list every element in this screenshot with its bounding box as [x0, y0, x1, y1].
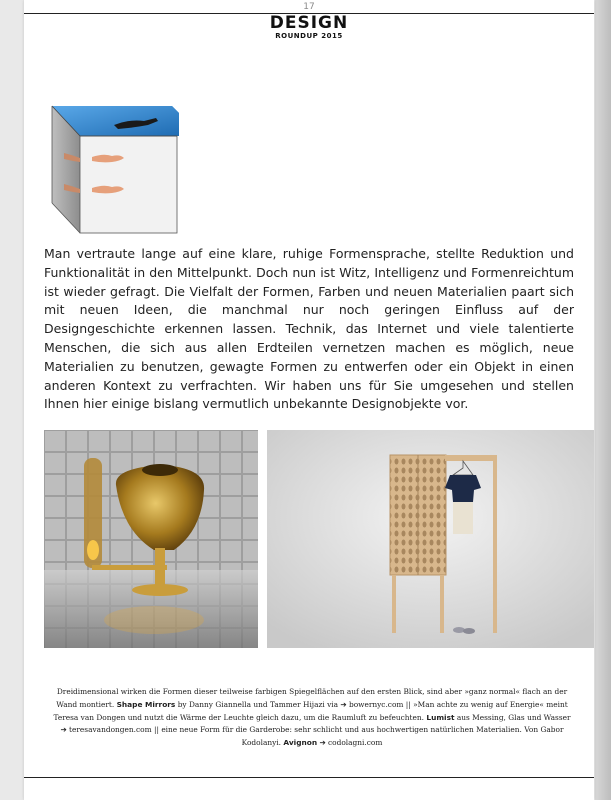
product-name-shape-mirrors: Shape Mirrors — [116, 699, 176, 709]
shape-mirror-cube-image — [44, 101, 179, 236]
section-title: DESIGN — [269, 13, 349, 33]
caption-text-4: aus Messing, Glas und Wasser — [456, 712, 571, 722]
page-number: 17 — [303, 2, 315, 12]
link-teresavandongen[interactable]: ➔ teresavandongen.com — [60, 725, 152, 735]
bottom-rule — [24, 777, 594, 778]
magazine-page — [24, 0, 594, 800]
intro-paragraph: Man vertraute lange auf eine klare, ruhige Formensprache, stellte Reduktion und Funktionalität in den Mittelpunkt. Doch nun ist Witz, Intelligenz und Formenreichtum ist wieder gefragt. Die Vielfalt der Formen, Farben und neuen Materialien paart sich mit neuen Ideen, die manchmal nur noch geringen Einfluss auf der Designgeschichte erkennen lassen. Technik, das Internet und viele talentierte Menschen, die sich aus allen Erdteilen vernetzen machen es möglich, neue Materialien zu benutzen, gewagte Formen zu entwerfen oder ein Objekt in einen anderen Kontext zu verfrachten. Wir haben uns für Sie umgesehen und stellen Ihnen hier einige bislang vermutlich unbekannte Designobjekte vor. — [44, 246, 574, 412]
product-name-avignon: Avignon — [283, 738, 318, 748]
scan-page-edge — [595, 0, 611, 800]
separator: || — [153, 725, 159, 735]
link-codolagni[interactable]: ➔ codolagni.com — [319, 738, 383, 748]
section-masthead — [219, 14, 399, 41]
caption-text-2: by Danny Giannella und Tammer Hijazi via — [177, 699, 339, 709]
image-caption — [52, 686, 572, 750]
caption-text-5: eine neue Form für die Garderobe: sehr schlicht und aus hochwertigen natürlichen Materialien. Von Gabor Kodolanyi. — [161, 725, 564, 748]
caption-text-1: Dreidimensional wirken die Formen dieser teilweise farbigen Spiegelflächen auf den ersten Blick, sind aber »ganz normal« flach an der Wand montiert. — [56, 687, 568, 709]
link-bowernyc[interactable]: ➔ bowernyc.com — [340, 699, 404, 709]
separator: || — [405, 699, 411, 709]
avignon-wardrobe-photo — [267, 430, 594, 648]
section-subtitle: ROUNDUP 2015 — [275, 32, 343, 40]
product-name-lumist: Lumist — [426, 712, 455, 722]
lumist-lamp-photo — [44, 430, 258, 648]
caption-text-3: »Man achte zu wenig auf Energie« meint Teresa van Dongen und nutzt die Wärme der Leuchte gleich dazu, um die Raumluft zu befeuchten. — [53, 699, 568, 722]
